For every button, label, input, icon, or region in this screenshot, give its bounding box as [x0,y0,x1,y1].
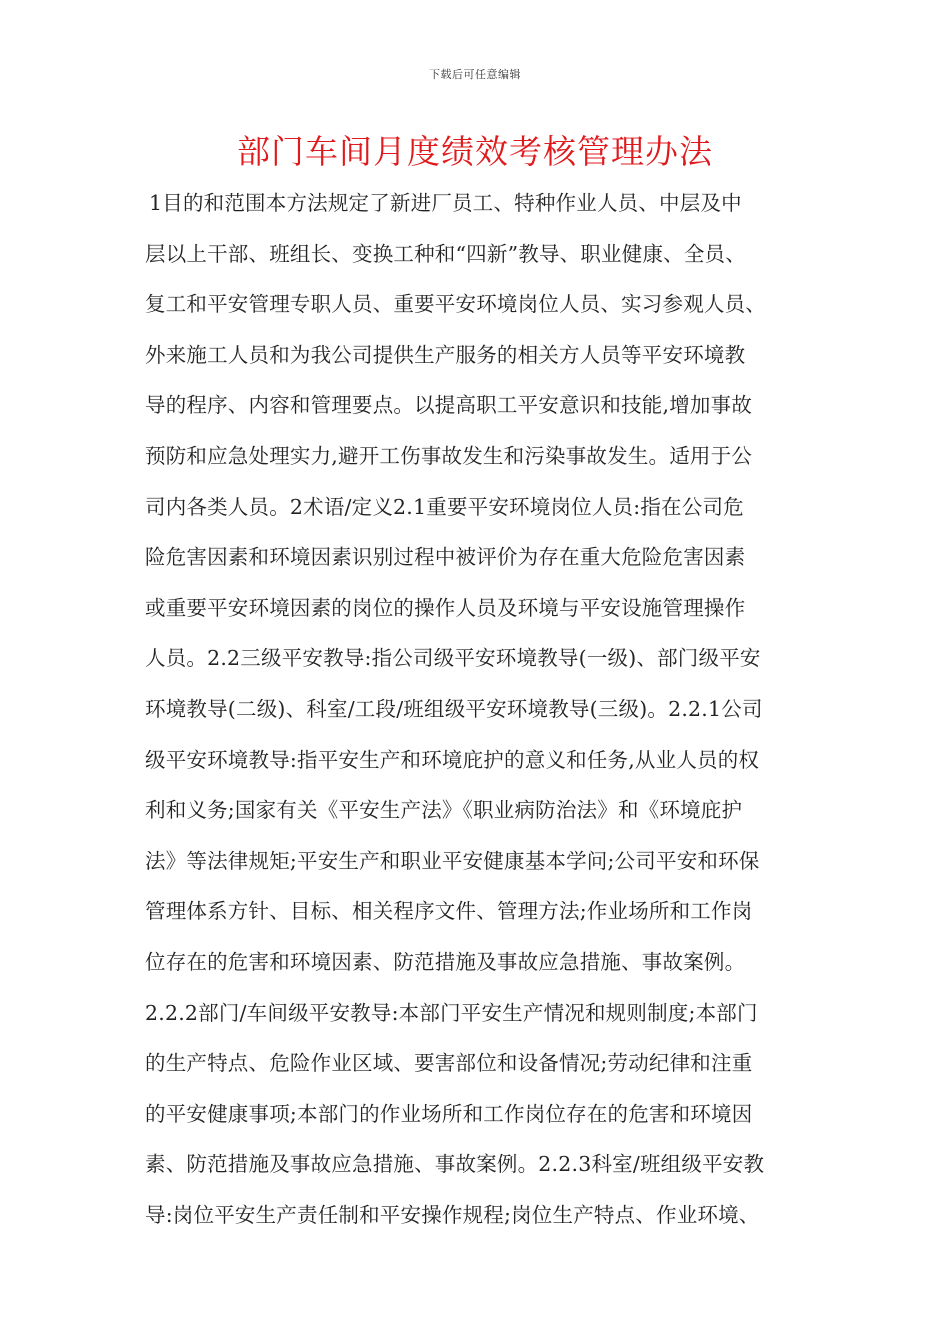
body-line: 险危害因素和环境因素识别过程中被评价为存在重大危险危害因素 [145,545,746,570]
body-line: 利和义务;国家有关《平安生产法》《职业病防治法》和《环境庇护 [145,798,743,823]
body-line: 复工和平安管理专职人员、重要平安环境岗位人员、实习参观人员、 [145,292,766,317]
body-line: 或重要平安环境因素的岗位的操作人员及环境与平安设施管理操作 [145,595,746,620]
body-line: 导的程序、内容和管理要点。以提高职工平安意识和技能,增加事故 [145,393,753,418]
body-line: 位存在的危害和环境因素、防范措施及事故应急措施、事故案例。 [145,949,746,974]
body-line: 层以上干部、班组长、变换工种和“四新”教导、职业健康、全员、 [145,241,746,266]
body-line: 级平安环境教导:指平安生产和环境庇护的意义和任务,从业人员的权 [145,747,760,772]
body-line: 预防和应急处理实力,避开工伤事故发生和污染事故发生。适用于公 [145,443,753,468]
body-line: 1目的和范围本方法规定了新进厂员工、特种作业人员、中层及中 [149,191,742,215]
body-line: 素、防范措施及事故应急措施、事故案例。2.2.3科室/班组级平安教 [145,1152,765,1177]
body-line: 司内各类人员。2术语/定义2.1重要平安环境岗位人员:指在公司危 [145,494,744,519]
body-line: 的平安健康事项;本部门的作业场所和工作岗位存在的危害和环境因 [145,1101,753,1126]
header-note: 下载后可任意编辑 [429,68,521,81]
document-body [145,178,825,1240]
document-title: 部门车间月度绩效考核管理办法 [237,132,713,171]
body-line: 的生产特点、危险作业区域、要害部位和设备情况;劳动纪律和注重 [145,1051,753,1076]
body-line: 管理体系方针、目标、相关程序文件、管理方法;作业场所和工作岗 [145,899,753,924]
body-line: 导:岗位平安生产责任制和平安操作规程;岗位生产特点、作业环境、 [145,1202,760,1227]
body-line: 法》等法律规矩;平安生产和职业平安健康基本学问;公司平安和环保 [145,848,760,873]
body-line: 环境教导(二级)、科室/工段/班组级平安环境教导(三级)。2.2.1公司 [145,696,763,721]
body-line: 外来施工人员和为我公司提供生产服务的相关方人员等平安环境教 [145,342,746,367]
body-line: 2.2.2部门/车间级平安教导:本部门平安生产情况和规则制度;本部门 [145,1000,758,1025]
body-line: 人员。2.2三级平安教导:指公司级平安环境教导(一级)、部门级平安 [145,646,761,671]
